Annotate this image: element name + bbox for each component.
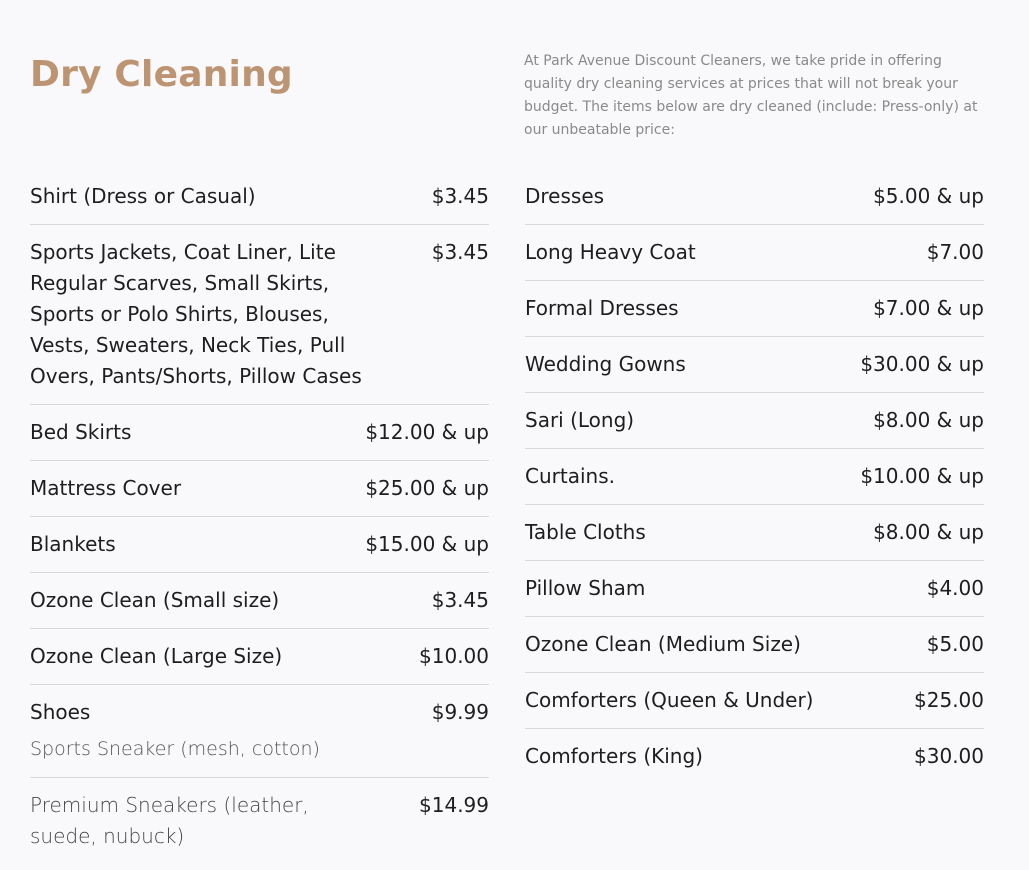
item-name: Bed Skirts [30,420,132,444]
item-price: $7.00 [926,240,984,264]
item-price: $3.45 [431,240,489,264]
item-name: Comforters (Queen & Under) [525,688,814,712]
item-name: Ozone Clean (Small size) [30,588,280,612]
item-price: $14.99 [419,793,489,817]
item-price: $30.00 & up [860,352,984,376]
item-price: $3.45 [431,184,489,208]
page-title: Dry Cleaning [30,54,293,95]
price-row [525,281,984,337]
item-name: Mattress Cover [30,476,182,500]
item-price: $9.99 [431,700,489,724]
item-name: Comforters (King) [525,744,703,768]
item-name: Shirt (Dress or Casual) [30,184,256,208]
item-price: $7.00 & up [873,296,984,320]
item-name-group [30,697,320,765]
intro-text: At Park Avenue Discount Cleaners, we take pride in offering quality dry cleaning services at prices that will not break your budget. The items below are dry cleaned (include: Press-only) at our unbeatable price: [524,53,978,138]
price-row [30,461,489,517]
item-name: Dresses [525,184,605,208]
item-name: Pillow Sham [525,576,646,600]
item-price: $12.00 & up [365,420,489,444]
price-row [30,405,489,461]
price-row [525,393,984,449]
price-row [30,778,489,864]
item-price: $8.00 & up [873,408,984,432]
price-row [525,673,984,729]
price-row [525,337,984,393]
price-row [525,169,984,225]
item-price: $30.00 [914,744,984,768]
item-name: Blankets [30,532,116,556]
item-name: Shoes [30,700,91,724]
item-name: Premium Sneakers (leather, suede, nubuck) [30,793,309,848]
item-name: Formal Dresses [525,296,679,320]
item-price: $8.00 & up [873,520,984,544]
price-row [525,505,984,561]
item-name: Long Heavy Coat [525,240,696,264]
price-row [30,225,489,405]
item-name: Ozone Clean (Large Size) [30,644,283,668]
price-row [525,729,984,784]
item-price: $4.00 [926,576,984,600]
item-name: Curtains. [525,464,615,488]
price-row [525,449,984,505]
price-row [525,561,984,617]
price-row [525,617,984,673]
price-row [30,517,489,573]
item-price: $5.00 [926,632,984,656]
item-name: Ozone Clean (Medium Size) [525,632,801,656]
price-row [30,573,489,629]
item-price: $10.00 [419,644,489,668]
price-row [30,629,489,685]
item-name: Sari (Long) [525,408,635,432]
price-row [525,225,984,281]
item-price: $25.00 [914,688,984,712]
item-price: $25.00 & up [365,476,489,500]
item-price: $5.00 & up [873,184,984,208]
price-list-right [525,169,984,784]
item-name: Wedding Gowns [525,352,686,376]
item-subtext: Sports Sneaker (mesh, cotton) [30,738,320,760]
price-row [30,685,489,778]
item-name: Sports Jackets, Coat Liner, Lite Regular Scarves, Small Skirts, Sports or Polo Shirts, Blouses, Vests, Sweaters, Neck Ties, Pull Overs, Pants/Shorts, Pillow Cases [30,240,362,388]
item-name: Table Cloths [525,520,646,544]
item-price: $10.00 & up [860,464,984,488]
item-price: $3.45 [431,588,489,612]
price-list-left [30,169,489,864]
price-row [30,169,489,225]
item-price: $15.00 & up [365,532,489,556]
